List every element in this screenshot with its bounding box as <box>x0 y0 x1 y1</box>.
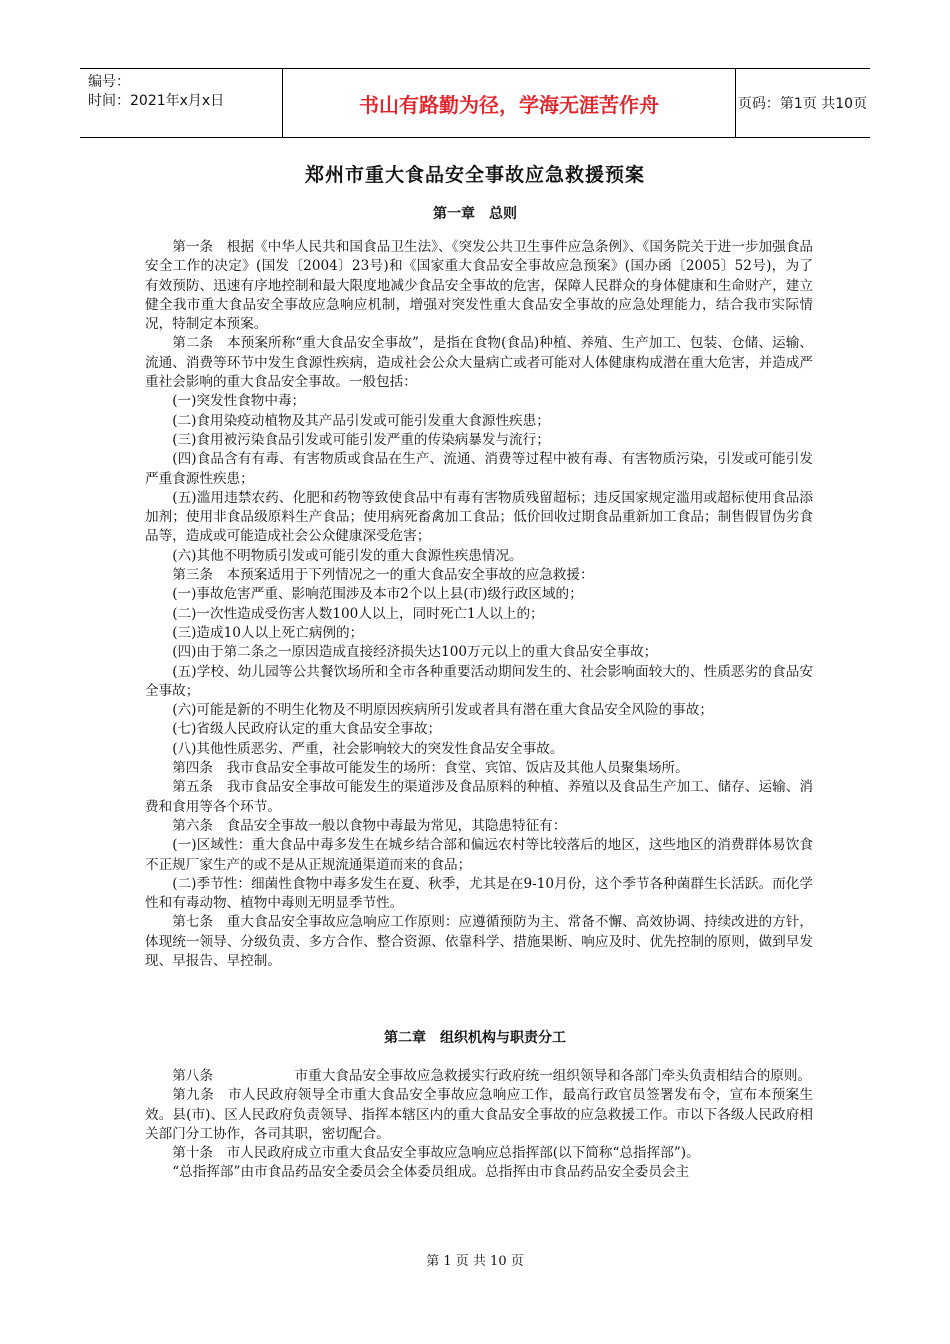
paragraph: (一)事故危害严重、影响范围涉及本市2个以上县(市)级行政区域的； <box>172 586 583 603</box>
chapter-1-heading: 第一章 总则 <box>433 206 517 222</box>
paragraph: 第九条 市人民政府领导全市重大食品安全事故应急响应工作，最高行政官员签署发布令，宣布本预案生效。县(市)、区人民政府负责领导、指挥本辖区内的重大食品安全事故的应急救援工作。市以下各级人民政府相关部门分工协作，各司其职，密切配合。 <box>145 1087 813 1142</box>
chapter-2-body <box>145 1067 813 1183</box>
paragraph: (五)滥用违禁农药、化肥和药物等致使食品中有毒有害物质残留超标；违反国家规定滥用或超标使用食品添加剂；使用非食品级原料生产食品；使用病死畜禽加工食品；低价回收过期食品重新加工食品；制售假冒伪劣食品等，造成或可能造成社会公众健康深受危害； <box>145 489 813 545</box>
paragraph: (一)突发性食物中毒； <box>172 393 306 410</box>
paragraph: (二)季节性：细菌性食物中毒多发生在夏、秋季，尤其是在9-10月份，这个季节各种菌群生长活跃。而化学性和有毒动物、植物中毒则无明显季节性。 <box>145 875 813 912</box>
header-motto: 书山有路勤为径，学海无涯苦作舟 <box>282 69 736 137</box>
paragraph: (二)一次性造成受伤害人数100人以上，同时死亡1人以上的； <box>172 605 544 622</box>
paragraph: 第五条 我市食品安全事故可能发生的渠道涉及食品原料的种植、养殖以及食品生产加工、储存、运输、消费和食用等各个环节。 <box>145 779 813 815</box>
header-page-info: 页码：第1页 共10页 <box>737 96 868 112</box>
paragraph: (六)可能是新的不明生化物及不明原因疾病所引发或者具有潜在重大食品安全风险的事故； <box>172 702 713 719</box>
paragraph: 第八条 市重大食品安全事故应急救援实行政府统一组织领导和各部门牵头负责相结合的原则。 <box>172 1068 812 1084</box>
paragraph: (五)学校、幼儿园等公共餐饮场所和全市各种重要活动期间发生的、社会影响面较大的、性质恶劣的食品安全事故； <box>145 663 813 699</box>
paragraph: “总指挥部”由市食品药品安全委员会全体委员组成。总指挥由市食品药品安全委员会主 <box>172 1164 690 1181</box>
header-meta <box>80 69 282 137</box>
paragraph: 第一条 根据《中华人民共和国食品卫生法》、《突发公共卫生事件应急条例》、《国务院关于进一步加强食品安全工作的决定》(国发〔2004〕23号)和《国家重大食品安全事故应急预案》(国办函〔2005〕52号)，为了有效预防、迅速有序地控制和最大限度地减少食品安全事故的危害，保障人民群众的身体健康和生命财产，建立健全我市重大食品安全事故应急响应机制，增强对突发性重大食品安全事故的应急处理能力，结合我市实际情况，特制定本预案。 <box>145 239 813 333</box>
document-title: 郑州市重大食品安全事故应急救援预案 <box>304 164 645 186</box>
paragraph: 第三条 本预案适用于下列情况之一的重大食品安全事故的应急救援： <box>172 567 594 584</box>
paragraph: 第二条 本预案所称“重大食品安全事故”，是指在食物(食品)种植、养殖、生产加工、包装、仓储、运输、流通、消费等环节中发生食源性疾病，造成社会公众大量病亡或者可能对人体健康构成潜在重大危害，并造成严重社会影响的重大食品安全事故。一般包括： <box>145 335 813 391</box>
paragraph: (六)其他不明物质引发或可能引发的重大食源性疾患情况。 <box>172 547 523 564</box>
chapter-1-body <box>145 238 813 971</box>
paragraph: (四)由于第二条之一原因造成直接经济损失达100万元以上的重大食品安全事故； <box>172 644 658 661</box>
time-label: 时间：2021年x月x日 <box>88 93 225 109</box>
paragraph: (一)区域性：重大食品中毒多发生在城乡结合部和偏远农村等比较落后的地区，这些地区的消费群体易饮食不正规厂家生产的或不是从正规流通渠道而来的食品； <box>145 837 813 873</box>
paragraph: (三)食用被污染食品引发或可能引发严重的传染病暴发与流行； <box>172 431 550 448</box>
paragraph: (三)造成10人以上死亡病例的； <box>172 624 364 641</box>
paragraph: (八)其他性质恶劣、严重，社会影响较大的突发性食品安全事故。 <box>172 740 564 757</box>
number-label: 编号： <box>88 74 130 90</box>
header-table <box>80 68 870 138</box>
chapter-2-heading: 第二章 组织机构与职责分工 <box>384 1030 566 1046</box>
paragraph: 第十条 市人民政府成立市重大食品安全事故应急响应总指挥部(以下简称“总指挥部”)。 <box>172 1145 700 1162</box>
paragraph: 第四条 我市食品安全事故可能发生的场所：食堂、宾馆、饭店及其他人员聚集场所。 <box>172 760 689 777</box>
page-footer: 第 1 页 共 10 页 <box>426 1254 524 1269</box>
paragraph: 第七条 重大食品安全事故应急响应工作原则：应遵循预防为主、常备不懈、高效协调、持续改进的方针，体现统一领导、分级负责、多方合作、整合资源、依靠科学、措施果断、响应及时、优先控制的原则，做到早发现、早报告、早控制。 <box>145 914 813 969</box>
paragraph: (七)省级人民政府认定的重大食品安全事故； <box>172 721 442 738</box>
paragraph: (四)食品含有有毒、有害物质或食品在生产、流通、消费等过程中被有毒、有害物质污染，引发或可能引发严重食源性疾患； <box>145 451 813 487</box>
paragraph: (二)食用染疫动植物及其产品引发或可能引发重大食源性疾患； <box>172 412 550 429</box>
paragraph: 第六条 食品安全事故一般以食物中毒最为常见，其隐患特征有： <box>172 817 567 834</box>
